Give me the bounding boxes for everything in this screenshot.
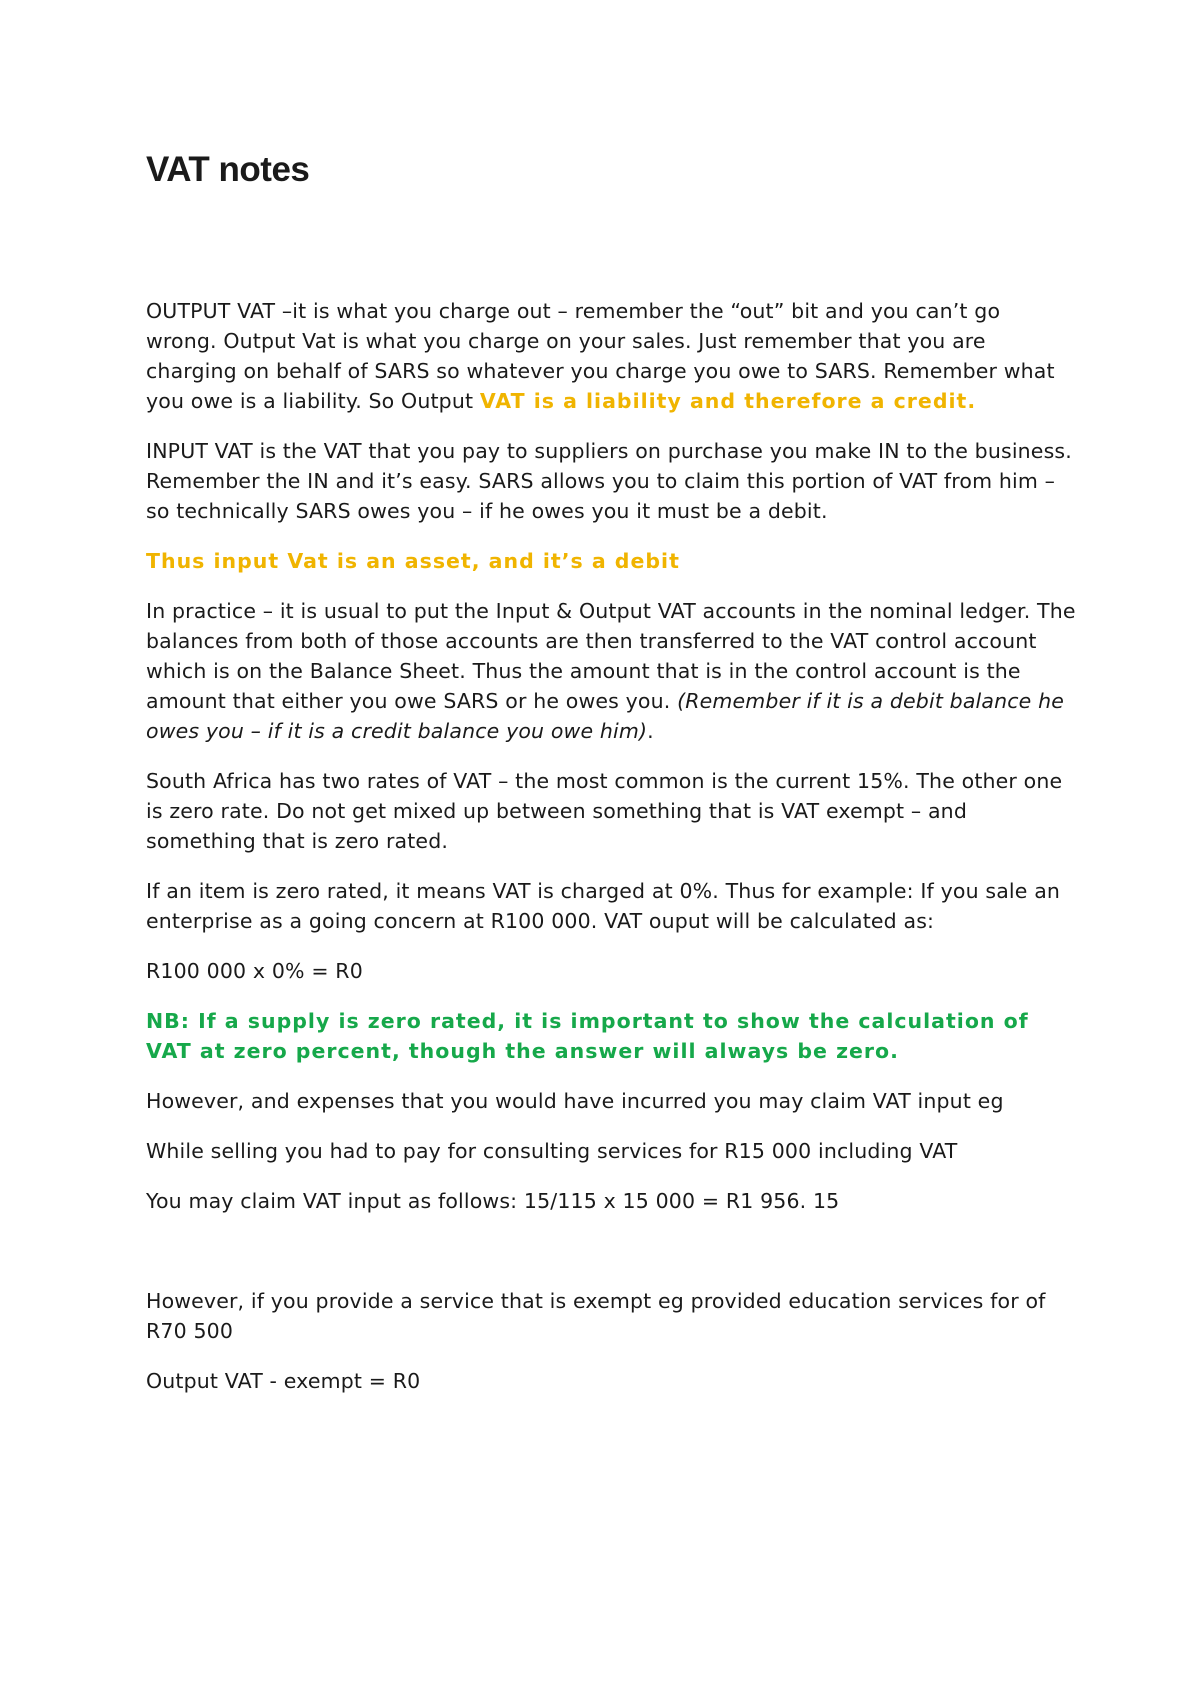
document-body <box>146 296 1076 1416</box>
paragraph-text: OUTPUT VAT –it is what you charge out – remember the “out” bit and you can’t go wrong. Output Vat is what you charge on your sales. Just remember that you are charging on behalf of SARS so whatever you charge you owe to SARS. Remember what you owe is a liability. So Output <box>146 299 1055 413</box>
paragraph-consulting: While selling you had to pay for consulting services for R15 000 including VAT <box>146 1139 958 1163</box>
highlight-liability: VAT is a liability and therefore a credit. <box>479 389 977 413</box>
paragraph-expenses: However, and expenses that you would have incurred you may claim VAT input eg <box>146 1089 1004 1113</box>
paragraph-input-vat: INPUT VAT is the VAT that you pay to suppliers on purchase you make IN to the business. Remember the IN and it’s easy. SARS allows you to claim this portion of VAT from him – so technically SARS owes you – if he owes you it must be a debit. <box>146 439 1072 523</box>
paragraph-zero-rated: If an item is zero rated, it means VAT is charged at 0%. Thus for example: If you sale an enterprise as a going concern at R100 000. VAT ouput will be calculated as: <box>146 879 1061 933</box>
calculation-zero-rate: R100 000 x 0% = R0 <box>146 959 363 983</box>
calculation-exempt: Output VAT - exempt = R0 <box>146 1369 421 1393</box>
document-title: VAT notes <box>146 150 310 189</box>
paragraph-in-practice <box>146 596 1076 746</box>
highlight-input-asset: Thus input Vat is an asset, and it’s a debit <box>146 549 680 573</box>
calculation-vat-input: You may claim VAT input as follows: 15/115 x 15 000 = R1 956. 15 <box>146 1189 840 1213</box>
paragraph-end: . <box>647 719 654 743</box>
paragraph-text: In practice – it is usual to put the Input & Output VAT accounts in the nominal ledger. The balances from both of those accounts are then transferred to the VAT control account which is on the Balance Sheet. Thus the amount that is in the control account is the amount that either you owe SARS or he owes you. <box>146 599 1076 713</box>
italic-remember-note: (Remember if it is a debit balance he owes you – if it is a credit balance you owe him) <box>146 689 1065 743</box>
paragraph-vat-rates: South Africa has two rates of VAT – the most common is the current 15%. The other one is zero rate. Do not get mixed up between something that is VAT exempt – and something that is zero rated. <box>146 769 1063 853</box>
paragraph-exempt-service: However, if you provide a service that is exempt eg provided education services for of R70 500 <box>146 1289 1046 1343</box>
nb-note: NB: If a supply is zero rated, it is important to show the calculation of VAT at zero percent, though the answer will always be zero. <box>146 1009 1029 1063</box>
blank-line <box>146 1236 1076 1286</box>
paragraph-output-vat <box>146 296 1076 416</box>
